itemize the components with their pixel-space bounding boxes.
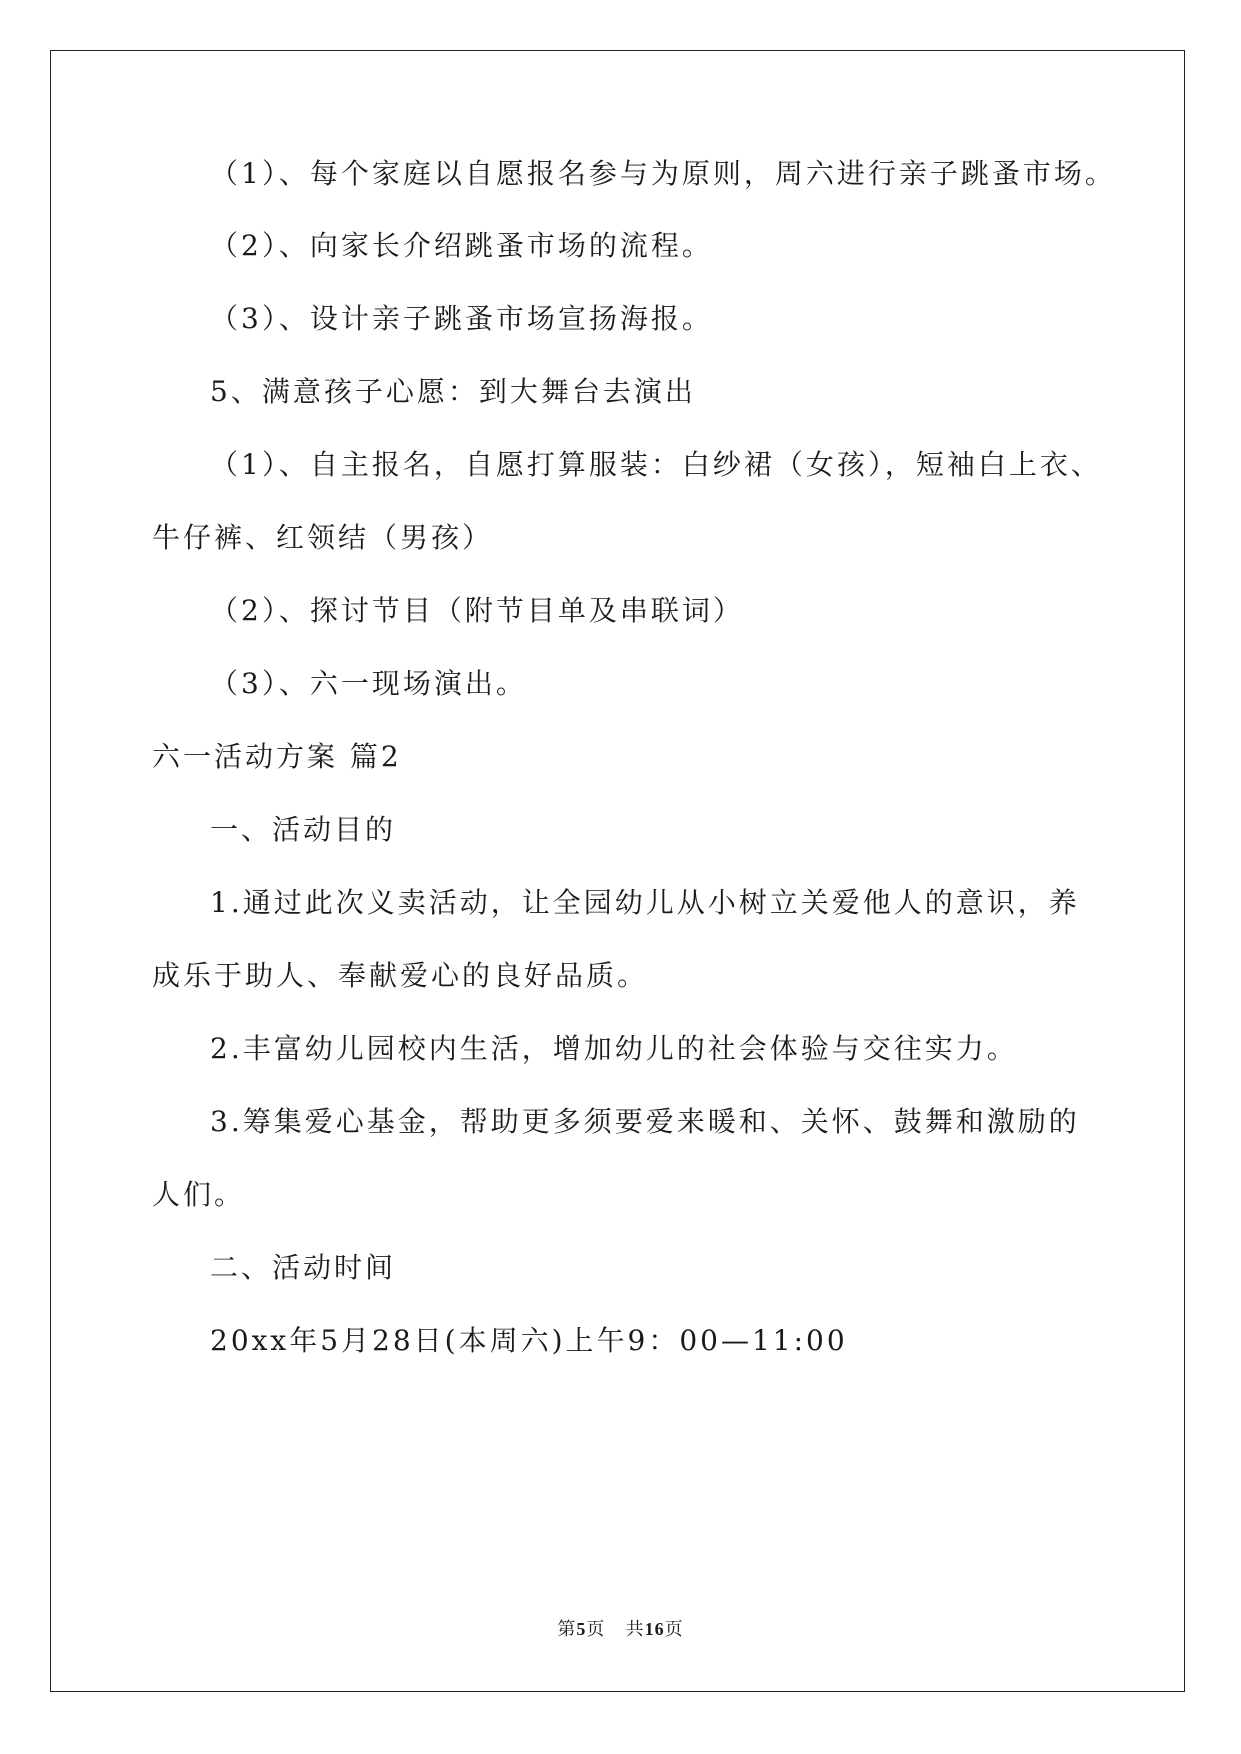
paragraph: 5、满意孩子心愿：到大舞台去演出 [210, 375, 696, 408]
footer-total-prefix: 共 [625, 1619, 645, 1640]
paragraph: （2）、向家长介绍跳蚤市场的流程。 [210, 229, 713, 262]
paragraph: 3.筹集爱心基金，帮助更多须要爱来暖和、关怀、鼓舞和激励的 [210, 1105, 1080, 1138]
paragraph: （1）、自主报名，自愿打算服装：白纱裙（女孩），短袖白上衣、 [210, 448, 1102, 481]
paragraph: （3）、设计亲子跳蚤市场宣扬海报。 [210, 302, 713, 335]
footer-prefix: 第 [557, 1619, 577, 1640]
paragraph: 20xx年5月28日(本周六)上午9：00—11:00 [210, 1324, 848, 1357]
paragraph: （1）、每个家庭以自愿报名参与为原则，周六进行亲子跳蚤市场。 [210, 157, 1116, 190]
page-number: 5 [576, 1619, 587, 1639]
paragraph: （3）、六一现场演出。 [210, 667, 527, 700]
page-footer [0, 1617, 1241, 1642]
subheading: 二、活动时间 [210, 1251, 397, 1284]
paragraph: 人们。 [152, 1178, 246, 1211]
paragraph: 牛仔裤、红领结（男孩） [152, 521, 494, 554]
footer-total-suffix: 页 [664, 1619, 684, 1640]
paragraph: （2）、探讨节目（附节目单及串联词） [210, 594, 744, 627]
paragraph: 1.通过此次义卖活动，让全园幼儿从小树立关爱他人的意识，养 [210, 886, 1080, 919]
subheading: 一、活动目的 [210, 813, 397, 846]
paragraph: 成乐于助人、奉献爱心的良好品质。 [152, 959, 649, 992]
page-frame [50, 50, 1185, 1692]
section-heading: 六一活动方案 篇2 [152, 740, 402, 773]
paragraph: 2.丰富幼儿园校内生活，增加幼儿的社会体验与交往实力。 [210, 1032, 1018, 1065]
footer-page-suffix: 页 [586, 1619, 606, 1640]
total-pages: 16 [644, 1619, 665, 1639]
